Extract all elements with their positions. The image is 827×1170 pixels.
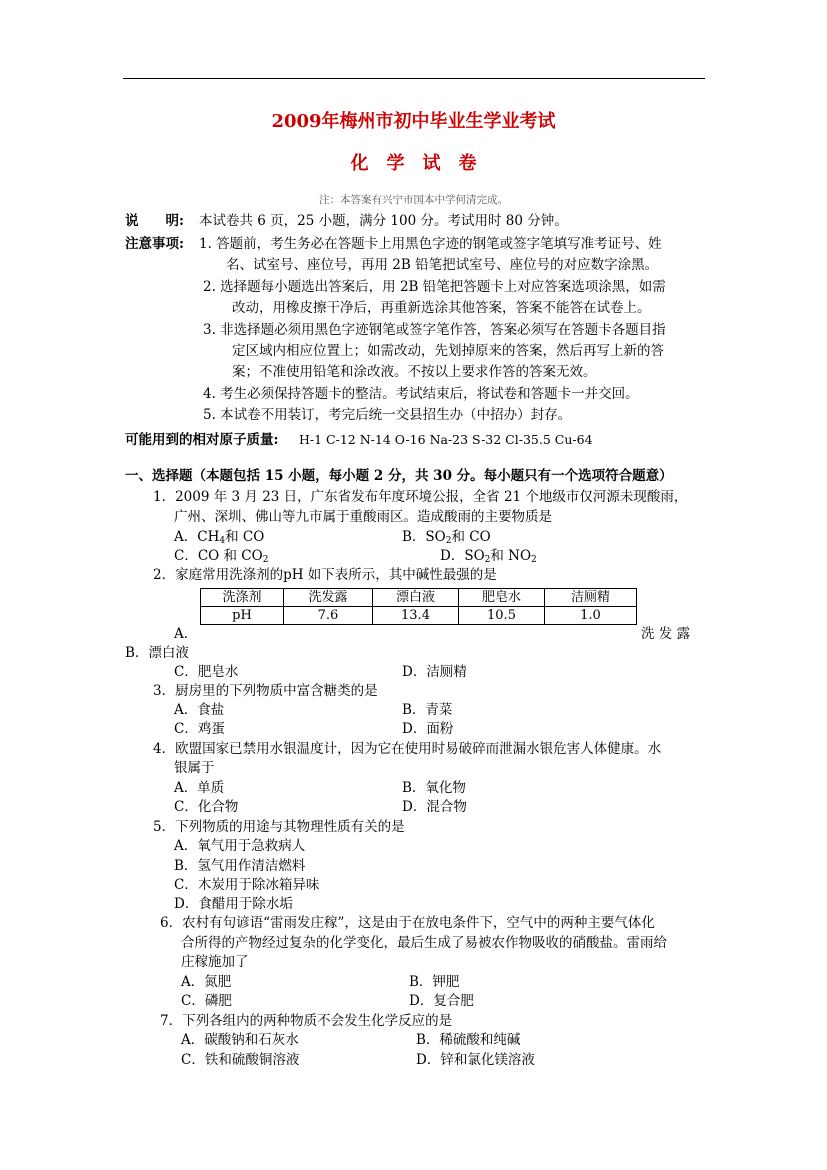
q7-option-d: D．锌和氯化镁溶液	[416, 1052, 535, 1068]
table-cell: 7.6	[284, 607, 373, 625]
q5-option-a: A．氧气用于急救病人	[174, 838, 306, 854]
q5-option-d: D．食醋用于除水垢	[174, 896, 293, 912]
header-rule	[123, 78, 705, 79]
table-cell: 漂白液	[373, 589, 459, 607]
q2-option-b: B．漂白液	[125, 645, 189, 661]
notice-4: 4. 考生必须保持答题卡的整洁。考试结束后，将试卷和答题卡一并交回。	[203, 386, 639, 402]
q1-option-d: D．$SO_2$和 $NO_2$	[440, 548, 537, 565]
q2-option-d: D．洁厕精	[402, 664, 467, 680]
q4-stem-a: 4．欧盟国家已禁用水银温度计，因为它在使用时易破碎而泄漏水银危害人体健康。水	[153, 741, 662, 757]
intro-text: 本试卷共 6 页，25 小题，满分 100 分。考试用时 80 分钟。	[199, 213, 568, 229]
q3-stem: 3．厨房里的下列物质中富含糖类的是	[153, 683, 378, 699]
table-cell: 肥皂水	[459, 589, 545, 607]
notice-3b: 定区域内相应位置上；如需改动，先划掉原来的答案，然后再写上新的答	[232, 343, 664, 359]
ph-table-header-row	[201, 589, 637, 607]
notices-label: 注意事项:	[125, 236, 184, 252]
atomic-mass-label: 可能用到的相对原子质量:	[125, 432, 279, 448]
q1-stem-a: 1．2009 年 3 月 23 日，广东省发布年度环境公报，全省 21 个地级市仅河源未现酸雨，	[153, 489, 688, 505]
q2-option-a-letter: A．	[174, 626, 198, 642]
exam-title: 2009年梅州市初中毕业生学业考试	[271, 111, 556, 132]
table-cell: 洁厕精	[545, 589, 637, 607]
q3-option-a: A．食盐	[174, 702, 225, 718]
q6-stem-c: 庄稼施加了	[181, 954, 249, 970]
q6-option-b: B．钾肥	[409, 974, 460, 990]
table-cell: pH	[201, 607, 284, 625]
table-cell: 1.0	[545, 607, 637, 625]
q4-option-b: B．氧化物	[402, 780, 466, 796]
q7-option-a: A．碳酸钠和石灰水	[181, 1032, 299, 1048]
q4-option-c: C．化合物	[174, 799, 239, 815]
table-cell: 洗发露	[284, 589, 373, 607]
q4-stem-b: 银属于	[174, 760, 215, 776]
notice-5: 5. 本试卷不用装订，考完后统一交县招生办（中招办）封存。	[203, 407, 572, 423]
ph-table	[200, 588, 637, 625]
q5-stem: 5．下列物质的用途与其物理性质有关的是	[153, 819, 405, 835]
intro-label: 说 明:	[125, 213, 184, 229]
q4-option-d: D．混合物	[402, 799, 467, 815]
q7-option-c: C．铁和硫酸铜溶液	[181, 1052, 300, 1068]
q6-stem-b: 合所得的产物经过复杂的化学变化，最后生成了易被农作物吸收的硝酸盐。雷雨给	[181, 935, 667, 951]
q3-option-c: C．鸡蛋	[174, 721, 225, 737]
q6-option-d: D．复合肥	[409, 993, 474, 1009]
ph-table-value-row	[201, 607, 637, 625]
notice-1b: 名、试室号、座位号，再用 2B 铅笔把试室号、座位号的对应数字涂黑。	[226, 257, 659, 273]
q6-option-a: A．氮肥	[181, 974, 232, 990]
q1-option-c: C．CO 和 $CO_2$	[174, 548, 269, 565]
q4-option-a: A．单质	[174, 780, 225, 796]
q5-option-b: B．氢气用作清洁燃料	[174, 858, 306, 874]
q6-option-c: C．磷肥	[181, 993, 232, 1009]
q2-option-a-text: 洗 发 露	[641, 626, 691, 642]
q1-stem-b: 广州、深圳、佛山等九市属于重酸雨区。造成酸雨的主要物质是	[174, 509, 552, 525]
notice-2a: 2. 选择题每小题选出答案后，用 2B 铅笔把答题卡上对应答案选项涂黑，如需	[203, 279, 666, 295]
q1-option-a: A．$CH_4$和 CO	[174, 529, 265, 546]
answer-note: 注：本答案有兴宁市国本中学何清完成。	[319, 194, 508, 206]
table-cell: 洗涤剂	[201, 589, 284, 607]
table-cell: 10.5	[459, 607, 545, 625]
table-cell: 13.4	[373, 607, 459, 625]
q2-option-c: C．肥皂水	[174, 664, 239, 680]
q5-option-c: C．木炭用于除冰箱异味	[174, 877, 320, 893]
notice-1a: 1. 答题前，考生务必在答题卡上用黑色字迹的钢笔或签字笔填写准考证号、姓	[199, 236, 662, 252]
q3-option-b: B．青菜	[402, 702, 453, 718]
q6-stem-a: 6．农村有句谚语“雷雨发庄稼”，这是由于在放电条件下，空气中的两种主要气体化	[160, 915, 655, 931]
q3-option-d: D．面粉	[402, 721, 454, 737]
atomic-mass-values: H-1 C-12 N-14 O-16 Na-23 S-32 Cl-35.5 Cu-64	[299, 432, 593, 447]
q7-option-b: B．稀硫酸和纯碱	[416, 1032, 521, 1048]
notice-2b: 改动，用橡皮擦干净后，再重新选涂其他答案，答案不能答在试卷上。	[232, 300, 651, 316]
notice-3a: 3. 非选择题必须用黑色字迹钢笔或签字笔作答，答案必须写在答题卡各题目指	[203, 322, 666, 338]
q7-stem: 7．下列各组内的两种物质不会发生化学反应的是	[160, 1013, 453, 1029]
q1-option-b: B．$SO_2$和 CO	[402, 529, 491, 546]
exam-subtitle: 化 学 试 卷	[350, 153, 477, 174]
section-1-heading: 一、选择题（本题包括 15 小题，每小题 2 分，共 30 分。每小题只有一个选项符合题意）	[125, 468, 673, 484]
q2-stem: 2．家庭常用洗涤剂的pH 如下表所示，其中碱性最强的是	[153, 567, 497, 583]
notice-3c: 案；不准使用铅笔和涂改液。不按以上要求作答的答案无效。	[232, 364, 597, 380]
